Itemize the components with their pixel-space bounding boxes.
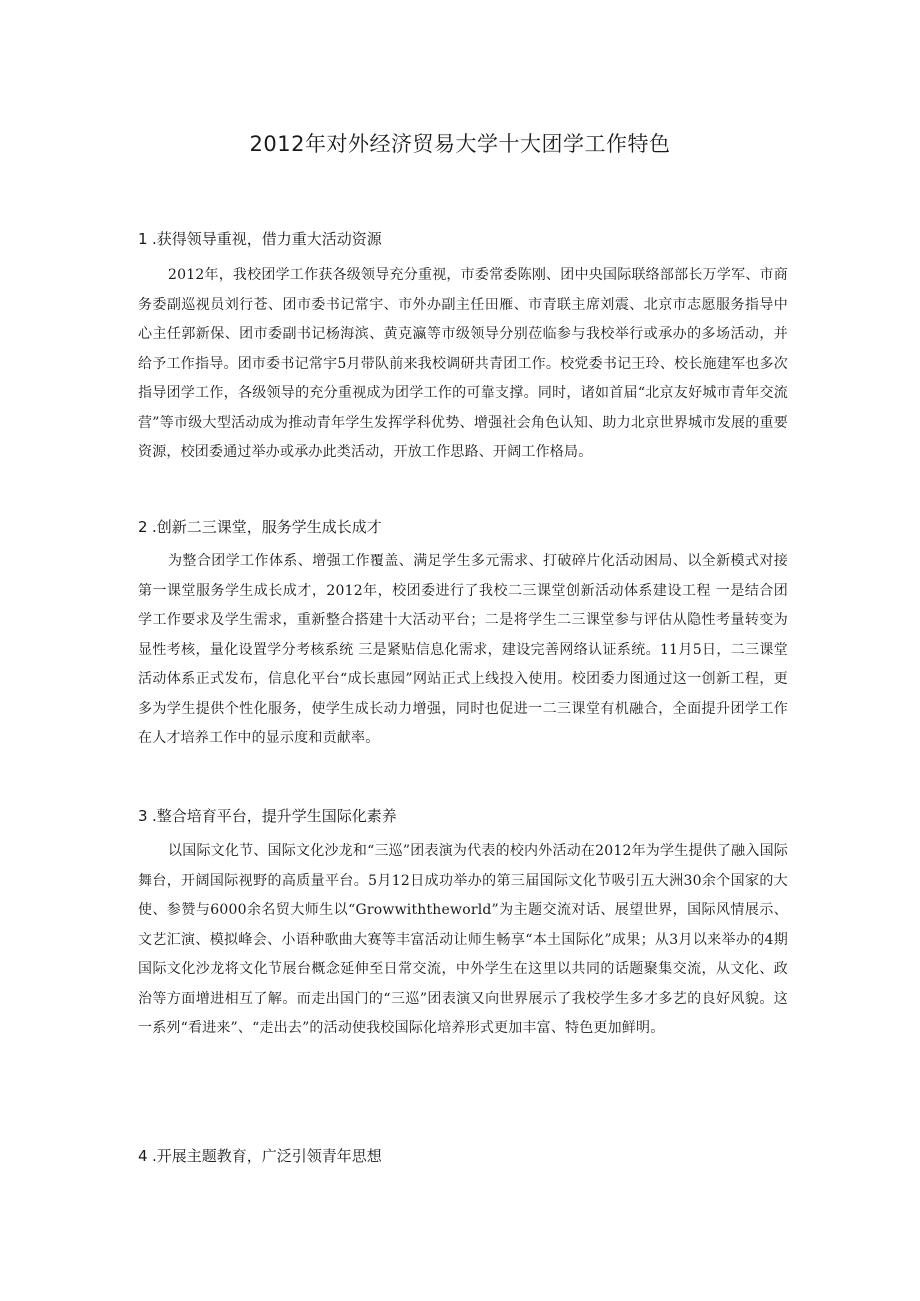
section-number-3: 3	[138, 807, 148, 825]
section-paragraph-2: 为整合团学工作体系、增强工作覆盖、满足学生多元需求、打破碎片化活动困局、以全新模式对接第一课堂服务学生成长成才，2012年，校团委进行了我校二三课堂创新活动体系建设工程 一是结合团学工作要求及学生需求，重新整合搭建十大活动平台；二是将学生二三课堂参与评估从隐性考量转变为显性考核，量化设置学分考核系统 三是紧贴信息化需求，建设完善网络认证系统。11月5日，二三课堂活动体系正式发布，信息化平台“成长惠园”网站正式上线投入使用。校团委力图通过这一创新工程，更多为学生提供个性化服务，使学生成长动力增强，同时也促进一二三课堂有机融合，全面提升团学工作在人才培养工作中的显示度和贡献率。	[138, 553, 788, 746]
section-paragraph-1: 2012年，我校团学工作获各级领导充分重视，市委常委陈刚、团中央国际联络部部长万学军、市商务委副巡视员刘行苍、团市委书记常宇、市外办副主任田雁、市青联主席刘震、北京市志愿服务指导中心主任郭新保、团市委副书记杨海滨、黄克瀛等市级领导分别莅临参与我校举行或承办的多场活动，并给予工作指导。团市委书记常宇5月带队前来我校调研共青团工作。校党委书记王玲、校长施建军也多次指导团学工作，各级领导的充分重视成为团学工作的可靠支撑。同时，诸如首届“北京友好城市青年交流营”等市级大型活动成为推动青年学生发挥学科优势、增强社会角色认知、助力北京世界城市发展的重要资源，校团委通过举办或承办此类活动，开放工作思路、开阔工作格局。	[138, 267, 788, 460]
section-number-4: 4	[138, 1147, 148, 1165]
section-heading-2	[138, 516, 382, 537]
section-heading-1	[138, 228, 382, 249]
section-paragraph-3: 以国际文化节、国际文化沙龙和“三巡”团表演为代表的校内外活动在2012年为学生提供了融入国际舞台，开阔国际视野的高质量平台。5月12日成功举办的第三届国际文化节吸引五大洲30余个国家的大使、参赞与6000余名贸大师生以“Growwiththeworld”为主题交流对话、展望世界，国际风情展示、文艺汇演、模拟峰会、小语种歌曲大赛等丰富活动让师生畅享“本土国际化”成果；从3月以来举办的4期国际文化沙龙将文化节展台概念延伸至日常交流，中外学生在这里以共同的话题聚集交流，从文化、政治等方面增进相互了解。而走出国门的“三巡”团表演又向世界展示了我校学生多才多艺的良好风貌。这一系列“看进来”、“走出去”的活动使我校国际化培养形式更加丰富、特色更加鲜明。	[138, 843, 788, 1036]
section-heading-text-3: .整合培育平台，提升学生国际化素养	[152, 807, 397, 825]
section-number-1: 1	[138, 230, 148, 248]
section-heading-4	[138, 1145, 382, 1166]
section-heading-text-1: .获得领导重视，借力重大活动资源	[152, 230, 382, 248]
section-number-2: 2	[138, 518, 148, 536]
document-title: 2012年对外经济贸易大学十大团学工作特色	[249, 132, 671, 156]
section-heading-text-4: .开展主题教育，广泛引领青年思想	[152, 1147, 382, 1165]
section-heading-text-2: .创新二三课堂，服务学生成长成才	[152, 518, 382, 536]
section-heading-3	[138, 805, 397, 826]
